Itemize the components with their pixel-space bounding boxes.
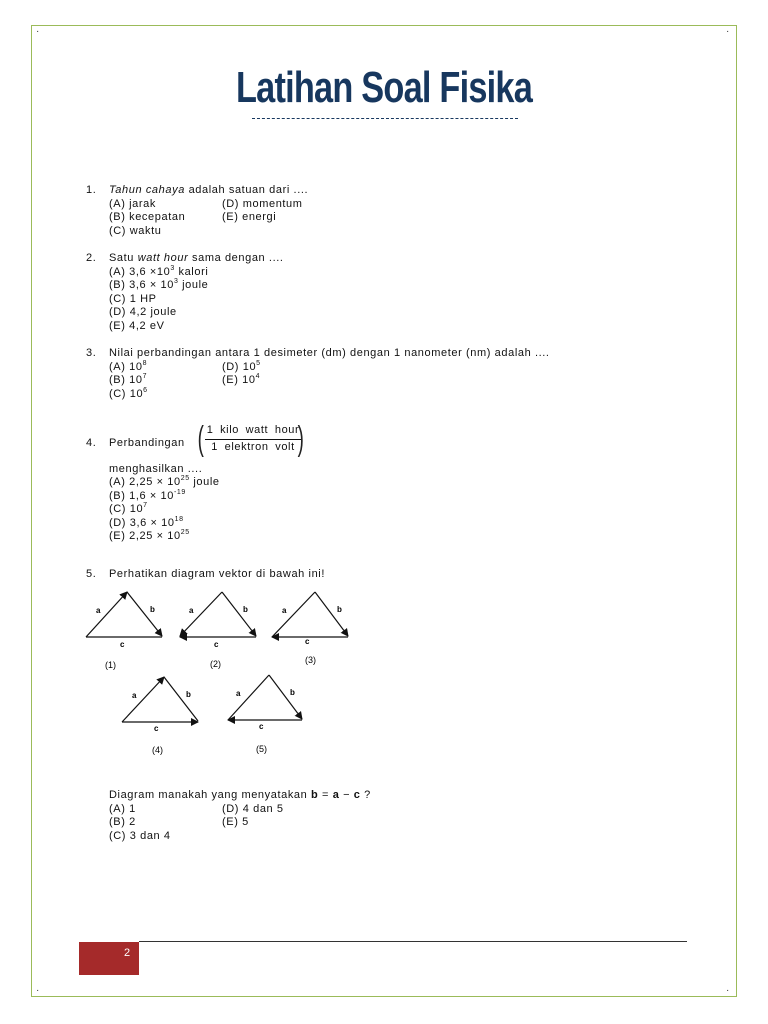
vector-a xyxy=(180,592,222,636)
option-d: (D) $3,6 \times 10^{18}$ xyxy=(109,515,184,529)
diagram-1-label: (1) xyxy=(105,660,116,670)
corner-mark: · xyxy=(36,26,40,37)
vector-diagram-4 xyxy=(122,677,198,755)
vector-b xyxy=(127,592,162,636)
option-e: (E) 5 xyxy=(222,816,249,828)
option-a: (A) 1 xyxy=(109,802,136,815)
vector-a xyxy=(272,592,315,637)
option-e: (E) $10^4$ xyxy=(222,373,261,386)
option-e: (E) 4,2 eV xyxy=(109,319,165,332)
vector-a xyxy=(122,677,164,722)
vector-diagram-1 xyxy=(86,592,162,670)
label-c: c xyxy=(305,637,310,646)
question-5-query: Diagram manakah yang menyatakan b = a − c ? xyxy=(109,789,371,801)
label-c: c xyxy=(120,640,125,649)
vector-a xyxy=(228,675,269,720)
corner-mark: · xyxy=(36,985,40,996)
option-e: (E) energi xyxy=(222,211,277,223)
label-b: b xyxy=(186,690,191,699)
fraction-numerator: 1 kilo watt hour xyxy=(206,424,300,436)
option-c: (C) 3 dan 4 xyxy=(109,829,171,842)
vector-b xyxy=(164,677,198,721)
label-b: b xyxy=(243,605,248,614)
fraction xyxy=(197,420,309,458)
option-a: (A) jarak xyxy=(109,197,156,210)
question-stem-italic: Tahun cahaya xyxy=(109,184,185,196)
vector-b xyxy=(315,592,348,636)
label-b: b xyxy=(337,605,342,614)
diagram-2-label: (2) xyxy=(210,659,221,669)
option-b: (B) 2 xyxy=(109,816,136,828)
label-a: a xyxy=(236,689,241,698)
question-stem: adalah satuan dari .... xyxy=(184,184,309,196)
vector-b xyxy=(269,675,302,719)
fraction-bar xyxy=(205,439,301,440)
option-c: (C) $10^6$ xyxy=(109,386,148,400)
option-d: (D) $10^5$ xyxy=(222,359,261,373)
question-stem: Perbandingan xyxy=(109,437,185,449)
diagram-3-label: (3) xyxy=(305,655,316,665)
label-c: c xyxy=(154,724,159,733)
option-b: (B) $10^7$ xyxy=(109,373,148,386)
question-number: 3. xyxy=(86,347,97,359)
option-a: (A) $2,25 \times 10^{25}$ joule xyxy=(109,475,220,488)
question-number: 5. xyxy=(86,568,97,580)
label-a: a xyxy=(189,606,194,615)
label-b: b xyxy=(290,688,295,697)
vector-b xyxy=(222,592,256,636)
diagram-4-label: (4) xyxy=(152,745,163,755)
question-stem: Satu xyxy=(109,252,138,264)
vector-diagram-2 xyxy=(180,592,256,669)
option-c: (C) $10^7$ xyxy=(109,502,148,515)
corner-mark: · xyxy=(726,26,730,37)
option-e: (E) $2,25 \times 10^{25}$ xyxy=(109,529,190,542)
title-underline xyxy=(252,118,518,119)
vector-diagrams xyxy=(80,585,370,760)
left-paren: ( xyxy=(197,420,205,458)
option-b: (B) kecepatan xyxy=(109,211,186,223)
question-stem-italic: watt hour xyxy=(137,252,189,264)
question-number: 2. xyxy=(86,252,97,264)
label-a: a xyxy=(132,691,137,700)
question-number: 4. xyxy=(86,437,97,449)
corner-mark: · xyxy=(726,985,730,996)
option-d: (D) 4,2 joule xyxy=(109,306,177,318)
option-b: (B) $1,6 \times 10^{-19}$ xyxy=(109,488,186,502)
option-a: (A) $3,6 \times 10^3$ kalori xyxy=(109,264,209,278)
question-stem-rest: sama dengan .... xyxy=(188,252,284,264)
label-c: c xyxy=(214,640,219,649)
option-b: (B) $3,6 \times 10^3$ joule xyxy=(109,278,209,291)
right-paren: ) xyxy=(297,420,305,458)
label-a: a xyxy=(96,606,101,615)
option-a: (A) $10^8$ xyxy=(109,359,148,373)
option-c: (C) 1 HP xyxy=(109,292,157,305)
question-stem: Perhatikan diagram vektor di bawah ini! xyxy=(109,568,326,580)
question-number: 1. xyxy=(86,184,97,196)
vector-diagram-5 xyxy=(228,675,302,754)
vector-diagram-3 xyxy=(272,592,348,665)
footer-rule xyxy=(139,941,687,942)
option-d: (D) 4 dan 5 xyxy=(222,802,284,815)
option-c: (C) waktu xyxy=(109,224,162,237)
label-b: b xyxy=(150,605,155,614)
diagram-5-label: (5) xyxy=(256,744,267,754)
page-number: 2 xyxy=(124,947,131,959)
label-a: a xyxy=(282,606,287,615)
option-d: (D) momentum xyxy=(222,197,303,210)
question-stem-2: menghasilkan .... xyxy=(109,462,203,475)
page-title: Latihan Soal Fisika xyxy=(235,63,533,112)
vector-a xyxy=(86,592,127,637)
question-stem: Nilai perbandingan antara 1 desimeter (dm) dengan 1 nanometer (nm) adalah .... xyxy=(109,347,550,359)
fraction-denominator: 1 elektron volt xyxy=(211,441,295,453)
label-c: c xyxy=(259,722,264,731)
